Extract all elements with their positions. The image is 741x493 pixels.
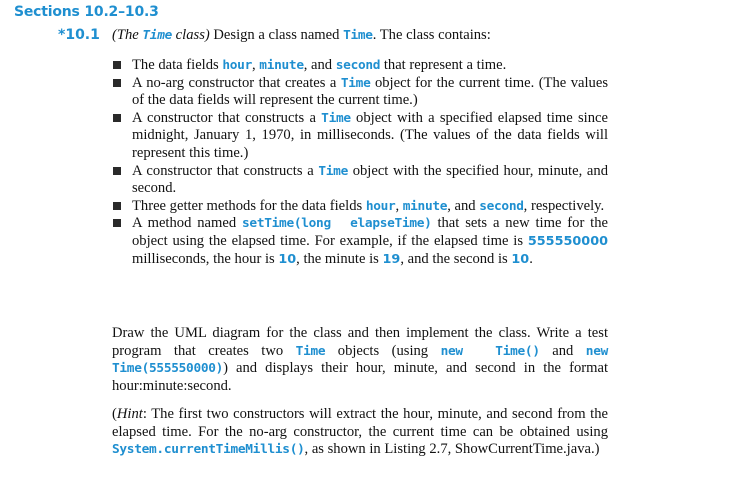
text: , and <box>447 197 480 214</box>
code: minute <box>259 58 304 73</box>
text: , <box>395 197 403 214</box>
code: hour <box>365 198 396 214</box>
text: A constructor that constructs a <box>132 109 322 126</box>
text: , as shown in Listing 2.7, ShowCurrentTime.java.) <box>304 441 600 457</box>
list-item <box>112 57 608 75</box>
title-italic: (The <box>112 27 143 43</box>
text: ( <box>112 406 117 422</box>
intro-text: Design a class named <box>209 27 344 43</box>
text: Draw the UML diagram for the class and then implement the class. Write a test program that creates two <box>112 325 608 359</box>
requirements-list <box>112 57 608 268</box>
code: hour <box>222 58 252 73</box>
text: object with a specified elapsed time since midnight, January 1, 1970, in milliseconds. (The values of the data fields will represent this time.) <box>132 109 608 161</box>
code: Time <box>295 343 326 359</box>
bullet-square-icon <box>113 167 121 175</box>
bullet-square-icon <box>113 61 121 69</box>
text: object with the specified hour, minute, and second. <box>132 162 608 197</box>
code: minute <box>402 198 448 214</box>
text: that represent a time. <box>380 57 507 73</box>
bullet-square-icon <box>113 79 121 87</box>
code: second <box>479 198 524 214</box>
title-code: Time <box>142 28 173 43</box>
text: , respectively. <box>523 197 605 214</box>
list-item <box>112 75 608 110</box>
code: new Time() <box>440 343 540 359</box>
text: that sets a new time for the object using the elapsed time. For example, if the elapsed time is <box>132 215 608 249</box>
text: , and <box>303 57 336 73</box>
section-heading: Sections 10.2–10.3 <box>14 4 159 20</box>
bullet-square-icon <box>113 114 121 122</box>
intro-text-end: . The class contains: <box>372 27 491 43</box>
text: A constructor that constructs a <box>132 162 319 179</box>
instruction-paragraph <box>112 325 608 395</box>
text: , <box>252 57 260 73</box>
text: milliseconds, the hour is <box>132 250 279 267</box>
number: 555550000 <box>527 233 608 249</box>
text: objects (using <box>325 342 441 359</box>
code: Time <box>321 110 351 126</box>
code: Time <box>340 75 371 91</box>
list-item <box>112 110 608 163</box>
bullet-square-icon <box>113 202 121 210</box>
exercise-intro <box>112 27 608 45</box>
hint-paragraph <box>112 406 608 459</box>
list-item <box>112 198 608 216</box>
code: setTime(long elapseTime) <box>242 216 432 232</box>
text: : The first two constructors will extract the hour, minute, and second from the elapsed time. For the no-arg constructor, the current time can be obtained using <box>112 406 608 440</box>
code: System.currentTimeMillis() <box>112 442 305 457</box>
code: new Time(555550000) <box>112 343 609 376</box>
title-italic-end: class) <box>172 27 210 43</box>
intro-code: Time <box>343 28 373 43</box>
text: and <box>539 342 586 359</box>
text: , the minute is <box>296 250 383 267</box>
bullet-square-icon <box>113 219 121 227</box>
text: A no-arg constructor that creates a <box>132 74 341 91</box>
text: . <box>529 250 533 267</box>
text: Three getter methods for the data fields <box>132 197 366 214</box>
text: , and the second is <box>400 250 512 267</box>
exercise-number: *10.1 <box>58 27 100 43</box>
list-item <box>112 215 608 268</box>
number: 10 <box>511 251 530 267</box>
number: 10 <box>278 251 297 267</box>
text: object for the current time. (The values of the data fields will represent the current time.) <box>132 74 608 109</box>
text: ) and displays their hour, minute, and second in the format hour:minute:second. <box>112 360 608 394</box>
list-item <box>112 163 608 198</box>
text: A method named <box>132 215 243 232</box>
code: Time <box>318 163 348 179</box>
text: The data fields <box>132 57 223 73</box>
hint-label: Hint <box>116 406 143 422</box>
code: second <box>335 58 381 73</box>
number: 19 <box>382 251 401 267</box>
